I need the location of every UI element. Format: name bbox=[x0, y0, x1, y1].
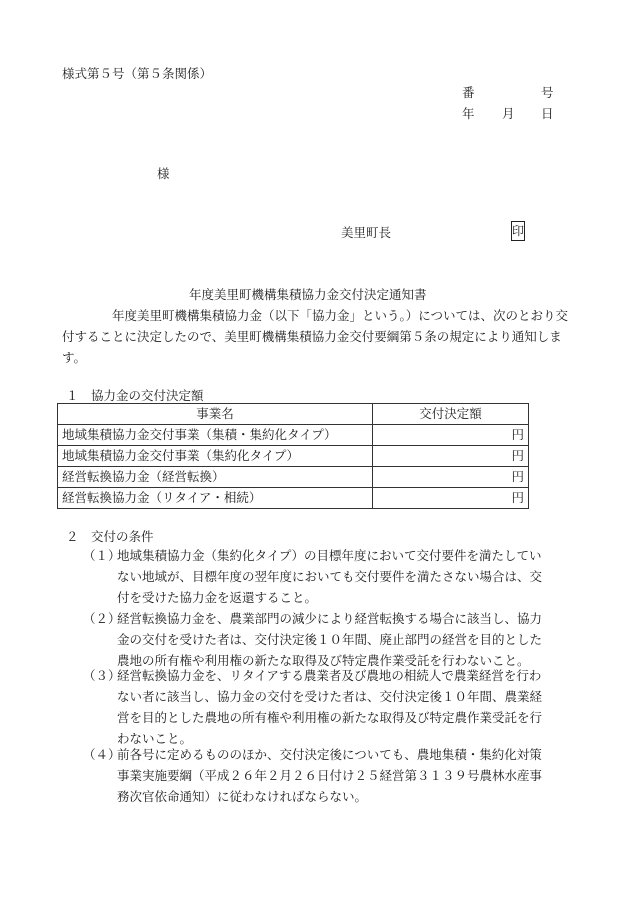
condition-number: （４） bbox=[83, 747, 121, 762]
table-header-row bbox=[58, 404, 529, 425]
amount-cell: 円 bbox=[373, 488, 529, 509]
condition-text: 経営転換協力金を、リタイアする農業者及び農地の相続人で農業経営を行わない者に該当し、協力金の交付を受けた者は、交付決定後１０年間、農業経営を目的とした農地の所有権や利用権の新たな取得及び特定農作業受託を行わないこと。 bbox=[117, 668, 543, 746]
condition-text: 地域集積協力金（集約化タイプ）の目標年度において交付要件を満たしていない地域が、目標年度の翌年度においても交付要件を満たさない場合は、交付を受けた協力金を返還すること。 bbox=[117, 548, 543, 605]
issuer-name: 美里町長 bbox=[341, 225, 392, 240]
project-name: 地域集積協力金交付事業（集約化タイプ） bbox=[58, 446, 373, 467]
condition-item-4 bbox=[83, 744, 543, 807]
table-row bbox=[58, 425, 529, 446]
condition-item-3 bbox=[83, 665, 543, 749]
condition-number: （２） bbox=[83, 611, 121, 626]
amount-cell: 円 bbox=[373, 425, 529, 446]
document-title: 年度美里町機構集積協力金交付決定通知書 bbox=[189, 287, 427, 302]
condition-text: 前各号に定めるもののほか、交付決定後についても、農地集積・集約化対策事業実施要綱（平成２６年２月２６日付け２５経営第３１３９号農林水産事務次官依命通知）に従わなければならない。 bbox=[117, 747, 543, 804]
year-label: 年 bbox=[462, 106, 475, 121]
day-label: 日 bbox=[541, 106, 554, 121]
section2-heading: ２ 交付の条件 bbox=[66, 529, 154, 544]
grant-amount-table bbox=[57, 403, 529, 509]
amount-cell: 円 bbox=[373, 467, 529, 488]
month-label: 月 bbox=[502, 106, 515, 121]
project-name: 地域集積協力金交付事業（集積・集約化タイプ） bbox=[58, 425, 373, 446]
column-header-project: 事業名 bbox=[58, 404, 373, 425]
project-name: 経営転換協力金（リタイア・相続） bbox=[58, 488, 373, 509]
notice-body: 年度美里町機構集積協力金（以下「協力金」という。）については、次のとおり交付することに決定したので、美里町機構集積協力金交付要綱第５条の規定により通知します。 bbox=[62, 308, 569, 365]
section1-heading: １ 協力金の交付決定額 bbox=[66, 388, 204, 403]
number-label: 番 bbox=[462, 85, 475, 100]
table-row bbox=[58, 446, 529, 467]
number-suffix: 号 bbox=[541, 85, 554, 100]
seal-stamp: 印 bbox=[511, 221, 525, 241]
column-header-amount: 交付決定額 bbox=[373, 404, 529, 425]
table-row bbox=[58, 467, 529, 488]
amount-cell: 円 bbox=[373, 446, 529, 467]
form-number: 様式第５号（第５条関係） bbox=[62, 66, 213, 81]
recipient-honorific: 様 bbox=[157, 166, 170, 181]
table-row bbox=[58, 488, 529, 509]
condition-number: （１） bbox=[83, 548, 121, 563]
condition-number: （３） bbox=[83, 668, 121, 683]
condition-text: 経営転換協力金を、農業部門の減少により経営転換する場合に該当し、協力金の交付を受けた者は、交付決定後１０年間、廃止部門の経営を目的とした農地の所有権や利用権の新たな取得及び特定農作業受託を行わないこと。 bbox=[117, 611, 543, 668]
condition-item-2 bbox=[83, 608, 543, 671]
project-name: 経営転換協力金（経営転換） bbox=[58, 467, 373, 488]
condition-item-1 bbox=[83, 545, 543, 608]
